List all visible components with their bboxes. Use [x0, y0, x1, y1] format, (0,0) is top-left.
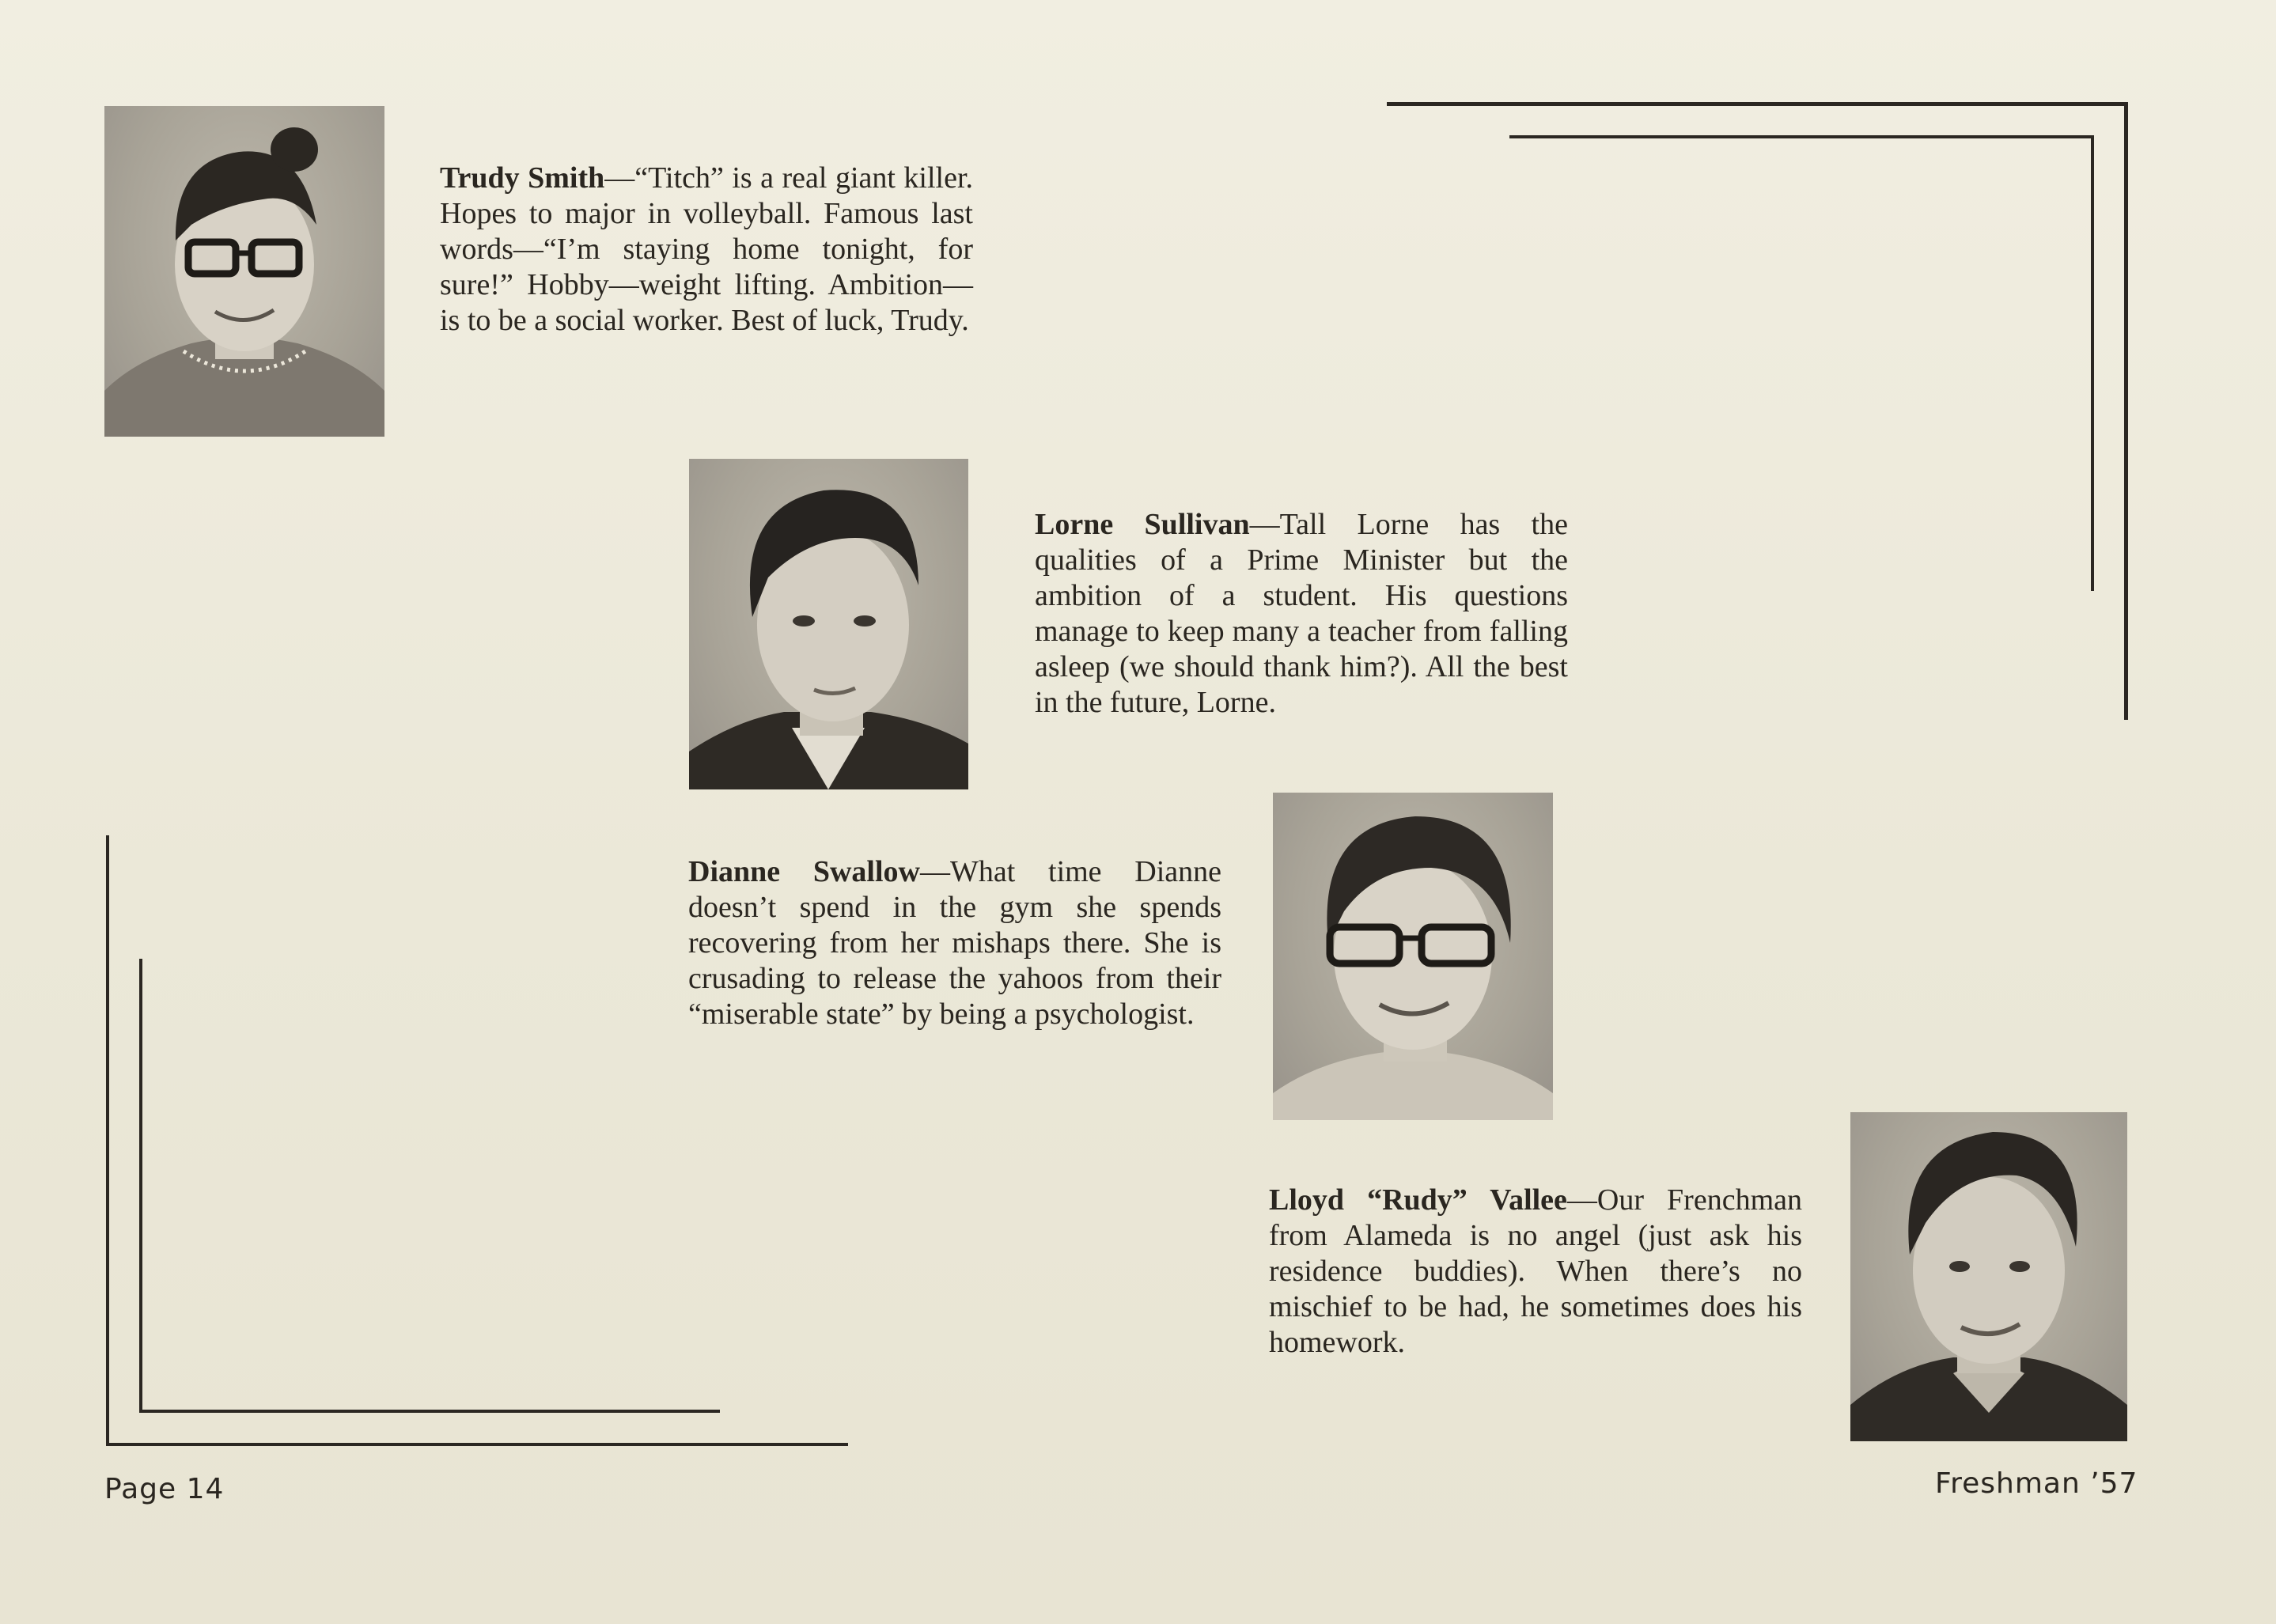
- corner-rule-bottom-inner: [139, 1410, 720, 1413]
- bio-trudy-smith: [440, 161, 973, 339]
- publication-title: Freshman ’57: [1935, 1467, 2138, 1500]
- corner-rule-left-inner: [139, 959, 142, 1413]
- student-bio-text: —What time Dianne doesn’t spend in the gym she spends recovering from her mishaps there. She is crusading to release the yahoos from their “miserable state” by being a psychologist.: [688, 855, 1221, 1031]
- bio-lloyd-vallee: [1269, 1183, 1802, 1361]
- student-photo-dianne-swallow: [1273, 793, 1553, 1120]
- corner-rule-top-inner: [1509, 135, 2094, 138]
- corner-rule-right-inner: [2091, 135, 2094, 591]
- student-photo-lorne-sullivan: [689, 459, 968, 789]
- corner-rule-top-outer: [1387, 102, 2126, 106]
- corner-rule-bottom-outer: [106, 1443, 848, 1446]
- page-number: Page 14: [104, 1473, 225, 1505]
- student-photo-lloyd-vallee: [1850, 1112, 2127, 1441]
- bio-lorne-sullivan: [1035, 507, 1568, 721]
- student-bio-text: —Our Frenchman from Alameda is no angel (just ask his residence buddies). When there’s no mischief to be had, he sometimes does his homework.: [1269, 1183, 1802, 1359]
- student-name: Trudy Smith: [440, 161, 605, 195]
- student-bio-text: —Tall Lorne has the qualities of a Prime Minister but the ambition of a student. His questions manage to keep many a teacher from falling asleep (we should thank him?). All the best in the future, Lorne.: [1035, 508, 1568, 719]
- student-bio-text: —“Titch” is a real giant killer. Hopes to major in volleyball. Famous last words—“I’m staying home tonight, for sure!” Hobby—weight lifting. Ambition—is to be a social worker. Best of luck, Trudy.: [440, 161, 974, 337]
- corner-rule-left-outer: [106, 835, 109, 1446]
- bio-dianne-swallow: [688, 854, 1221, 1032]
- student-name: Lorne Sullivan: [1035, 508, 1250, 541]
- student-photo-trudy-smith: [104, 106, 384, 437]
- student-name: Dianne Swallow: [688, 855, 920, 888]
- student-name: Lloyd “Rudy” Vallee: [1269, 1183, 1567, 1217]
- corner-rule-right-outer: [2124, 102, 2128, 720]
